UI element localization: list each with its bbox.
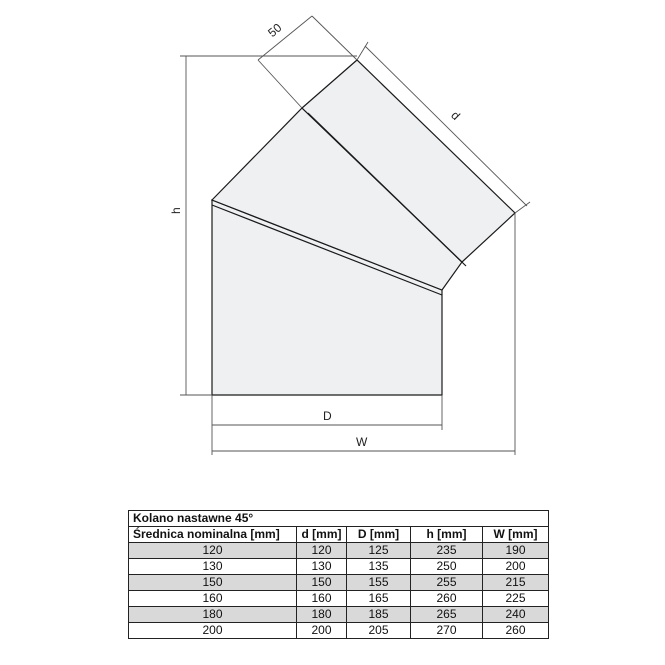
table-cell: 185: [347, 607, 411, 623]
table-header-cell: h [mm]: [411, 527, 483, 543]
table-cell: 205: [347, 623, 411, 639]
table-cell: 180: [297, 607, 347, 623]
table-title: Kolano nastawne 45°: [129, 511, 549, 527]
table-cell: 270: [411, 623, 483, 639]
dim-50-ext-right: [312, 16, 357, 60]
table-header-cell: W [mm]: [483, 527, 549, 543]
table-row: [129, 543, 549, 559]
table-cell: 260: [483, 623, 549, 639]
table-header-cell: d [mm]: [297, 527, 347, 543]
table-cell: 190: [483, 543, 549, 559]
dim-d-ext-bottom: [515, 202, 530, 213]
table-row: [129, 591, 549, 607]
table-cell: 120: [297, 543, 347, 559]
table-header-row: [129, 527, 549, 543]
table-cell: 235: [411, 543, 483, 559]
table-row: [129, 575, 549, 591]
table-cell: 260: [411, 591, 483, 607]
dim-d-ext-top: [357, 42, 368, 60]
table-cell: 250: [411, 559, 483, 575]
table-cell: 130: [297, 559, 347, 575]
dim-50-ext-left: [258, 60, 302, 108]
table-title-row: [129, 511, 549, 527]
dim-h-label: h: [169, 207, 183, 214]
spec-table: [128, 510, 549, 639]
dim-W-label: W: [356, 435, 368, 449]
dim-d-label: d: [448, 108, 463, 123]
table-cell: 150: [297, 575, 347, 591]
table-cell: 155: [347, 575, 411, 591]
table-cell: 200: [129, 623, 297, 639]
table-row: [129, 623, 549, 639]
table-header-cell: Średnica nominalna [mm]: [129, 527, 297, 543]
dim-50-label: 50: [265, 20, 285, 40]
table-cell: 125: [347, 543, 411, 559]
table-cell: 225: [483, 591, 549, 607]
table-cell: 160: [297, 591, 347, 607]
table-cell: 240: [483, 607, 549, 623]
dim-D-label: D: [323, 409, 332, 423]
table-cell: 120: [129, 543, 297, 559]
table-cell: 215: [483, 575, 549, 591]
dim-50-line: [258, 16, 312, 60]
table-cell: 135: [347, 559, 411, 575]
table-row: [129, 559, 549, 575]
table-cell: 165: [347, 591, 411, 607]
table-header-cell: D [mm]: [347, 527, 411, 543]
table-body: [129, 543, 549, 639]
table-cell: 255: [411, 575, 483, 591]
table-cell: 130: [129, 559, 297, 575]
table-cell: 200: [483, 559, 549, 575]
table-cell: 160: [129, 591, 297, 607]
table-cell: 180: [129, 607, 297, 623]
table-cell: 150: [129, 575, 297, 591]
table-cell: 265: [411, 607, 483, 623]
table-row: [129, 607, 549, 623]
table-cell: 200: [297, 623, 347, 639]
